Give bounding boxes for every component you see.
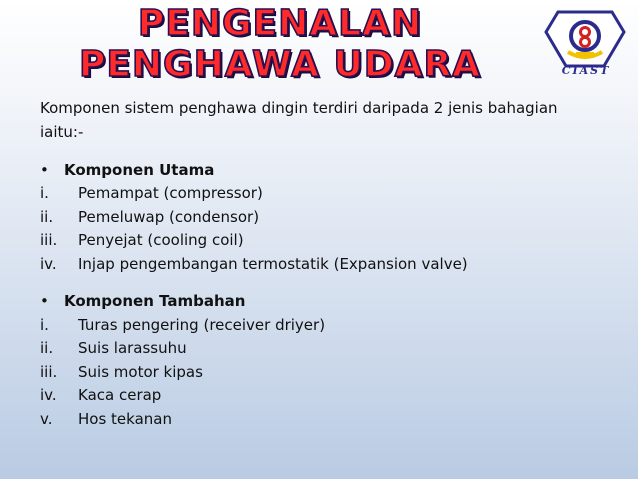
component-list: [40, 182, 618, 276]
list-number: iv.: [40, 386, 57, 405]
list-item: [40, 205, 618, 229]
list-item: [40, 360, 618, 384]
list-number: iii.: [40, 231, 58, 250]
list-item: [40, 384, 618, 408]
list-text: Hos tekanan: [78, 409, 172, 428]
list-number: i.: [40, 315, 49, 334]
list-text: Suis motor kipas: [78, 362, 203, 381]
section-heading: Komponen Utama: [64, 160, 215, 179]
title-line-2: PENGHAWA UDARA: [78, 44, 482, 85]
component-list: [40, 313, 618, 431]
list-number: iv.: [40, 254, 57, 273]
slide-content: [40, 96, 618, 431]
list-item: [40, 182, 618, 206]
bullet-icon: •: [40, 160, 49, 179]
section-heading: Komponen Tambahan: [64, 292, 246, 311]
list-number: iii.: [40, 362, 58, 381]
list-text: Suis larassuhu: [78, 339, 187, 358]
title-line-1: PENGENALAN: [137, 3, 423, 44]
logo-text: CIAST: [561, 64, 611, 77]
list-text: Turas pengering (receiver driyer): [78, 315, 326, 334]
list-number: i.: [40, 184, 49, 203]
list-item: [40, 337, 618, 361]
list-item: [40, 229, 618, 253]
list-item: [40, 252, 618, 276]
list-text: Penyejat (cooling coil): [78, 231, 244, 250]
list-text: Kaca cerap: [78, 386, 162, 405]
section-tambahan: [40, 290, 618, 431]
section-utama: [40, 158, 618, 276]
list-item: [40, 407, 618, 431]
section-heading-row: [40, 158, 618, 182]
list-number: ii.: [40, 207, 54, 226]
section-heading-row: [40, 290, 618, 314]
list-item: [40, 313, 618, 337]
intro-text: Komponen sistem penghawa dingin terdiri daripada 2 jenis bahagian iaitu:-: [40, 99, 558, 141]
list-text: Injap pengembangan termostatik (Expansion valve): [78, 254, 468, 273]
list-number: ii.: [40, 339, 54, 358]
bullet-icon: •: [40, 292, 49, 311]
list-text: Pemampat (compressor): [78, 184, 263, 203]
list-text: Pemeluwap (condensor): [78, 207, 260, 226]
list-number: v.: [40, 409, 53, 428]
